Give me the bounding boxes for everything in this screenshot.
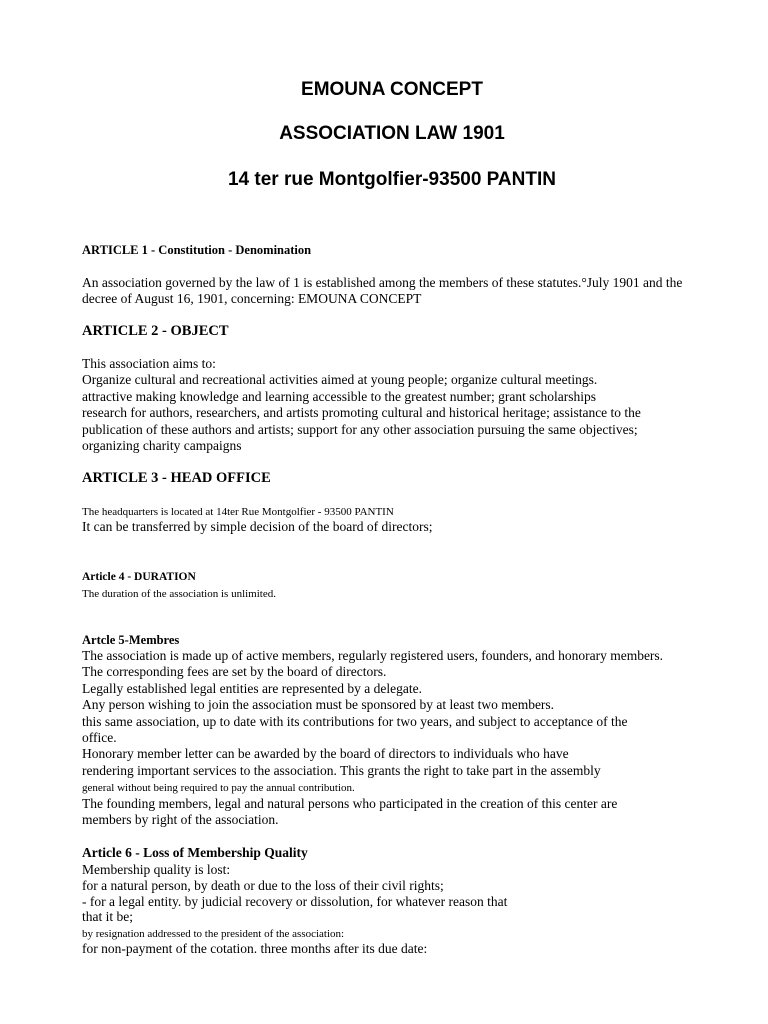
article-5-line: Any person wishing to join the association must be sponsored by at least two members. [82, 697, 555, 713]
article-5-line: rendering important services to the association. This grants the right to take part in the assembly [82, 762, 601, 778]
article-2-body [82, 356, 641, 454]
article-2-line: organizing charity campaigns [82, 437, 242, 453]
article-2-line: research for authors, researchers, and artists promoting cultural and historical heritage; assistance to the [82, 405, 641, 421]
article-2-heading: ARTICLE 2 - OBJECT [82, 323, 229, 339]
article-3-heading: ARTICLE 3 - HEAD OFFICE [82, 470, 271, 486]
association-law-title: ASSOCIATION LAW 1901 [279, 123, 505, 144]
article-6-line: - for a legal entity. by judicial recovery or dissolution, for whatever reason that [82, 893, 508, 909]
article-1-line: decree of August 16, 1901, concerning: EMOUNA CONCEPT [82, 291, 422, 307]
article-2-line: This association aims to: [82, 356, 216, 371]
article-2-line: Organize cultural and recreational activities aimed at young people; organize cultural meetings. [82, 372, 598, 388]
article-3-line: The headquarters is located at 14ter Rue Montgolfier - 93500 PANTIN [82, 506, 394, 518]
article-5-line: Legally established legal entities are represented by a delegate. [82, 680, 422, 696]
article-6-line: by resignation addressed to the president of the association: [82, 928, 345, 941]
article-2-line: attractive making knowledge and learning accessible to the greatest number; grant scholarships [82, 388, 596, 404]
article-6-line: for non-payment of the cotation. three months after its due date: [82, 940, 428, 956]
article-4-body [82, 585, 276, 601]
article-1-line: An association governed by the law of 1 is established among the members of these statutes.°July 1901 and the [82, 275, 683, 290]
article-1-body [82, 275, 682, 308]
article-5-heading: Artcle 5-Membres [82, 633, 180, 647]
article-5-line: Honorary member letter can be awarded by the board of directors to individuals who have [82, 746, 569, 762]
article-6-heading: Article 6 - Loss of Membership Quality [82, 845, 308, 860]
article-2-line: publication of these authors and artists; support for any other association pursuing the same objectives; [82, 421, 638, 437]
address-title: 14 ter rue Montgolfier-93500 PANTIN [227, 169, 556, 190]
article-4-heading: Article 4 - DURATION [82, 571, 196, 583]
article-1-heading: ARTICLE 1 - Constitution - Denomination [82, 243, 312, 257]
article-5-body [82, 648, 663, 828]
article-5-line: The corresponding fees are set by the board of directors. [82, 664, 387, 680]
article-3-body [82, 503, 433, 536]
article-5-line: The association is made up of active members, regularly registered users, founders, and honorary members. [82, 648, 664, 663]
article-4-line: The duration of the association is unlimited. [82, 588, 276, 600]
article-6-line: Membership quality is lost: [82, 862, 231, 877]
article-6-body [82, 862, 507, 957]
article-5-line: members by right of the association. [82, 811, 279, 827]
article-6-line: that it be; [82, 909, 133, 925]
article-6-line: for a natural person, by death or due to the loss of their civil rights; [82, 877, 444, 893]
article-5-line: general without being required to pay the annual contribution. [82, 782, 355, 795]
article-5-line: this same association, up to date with its contributions for two years, and subject to acceptance of the [82, 713, 628, 729]
association-name-title: EMOUNA CONCEPT [301, 79, 483, 100]
article-5-line: office. [82, 729, 117, 745]
article-5-line: The founding members, legal and natural persons who participated in the creation of this center are [82, 795, 618, 811]
article-3-line: It can be transferred by simple decision of the board of directors; [82, 519, 433, 535]
